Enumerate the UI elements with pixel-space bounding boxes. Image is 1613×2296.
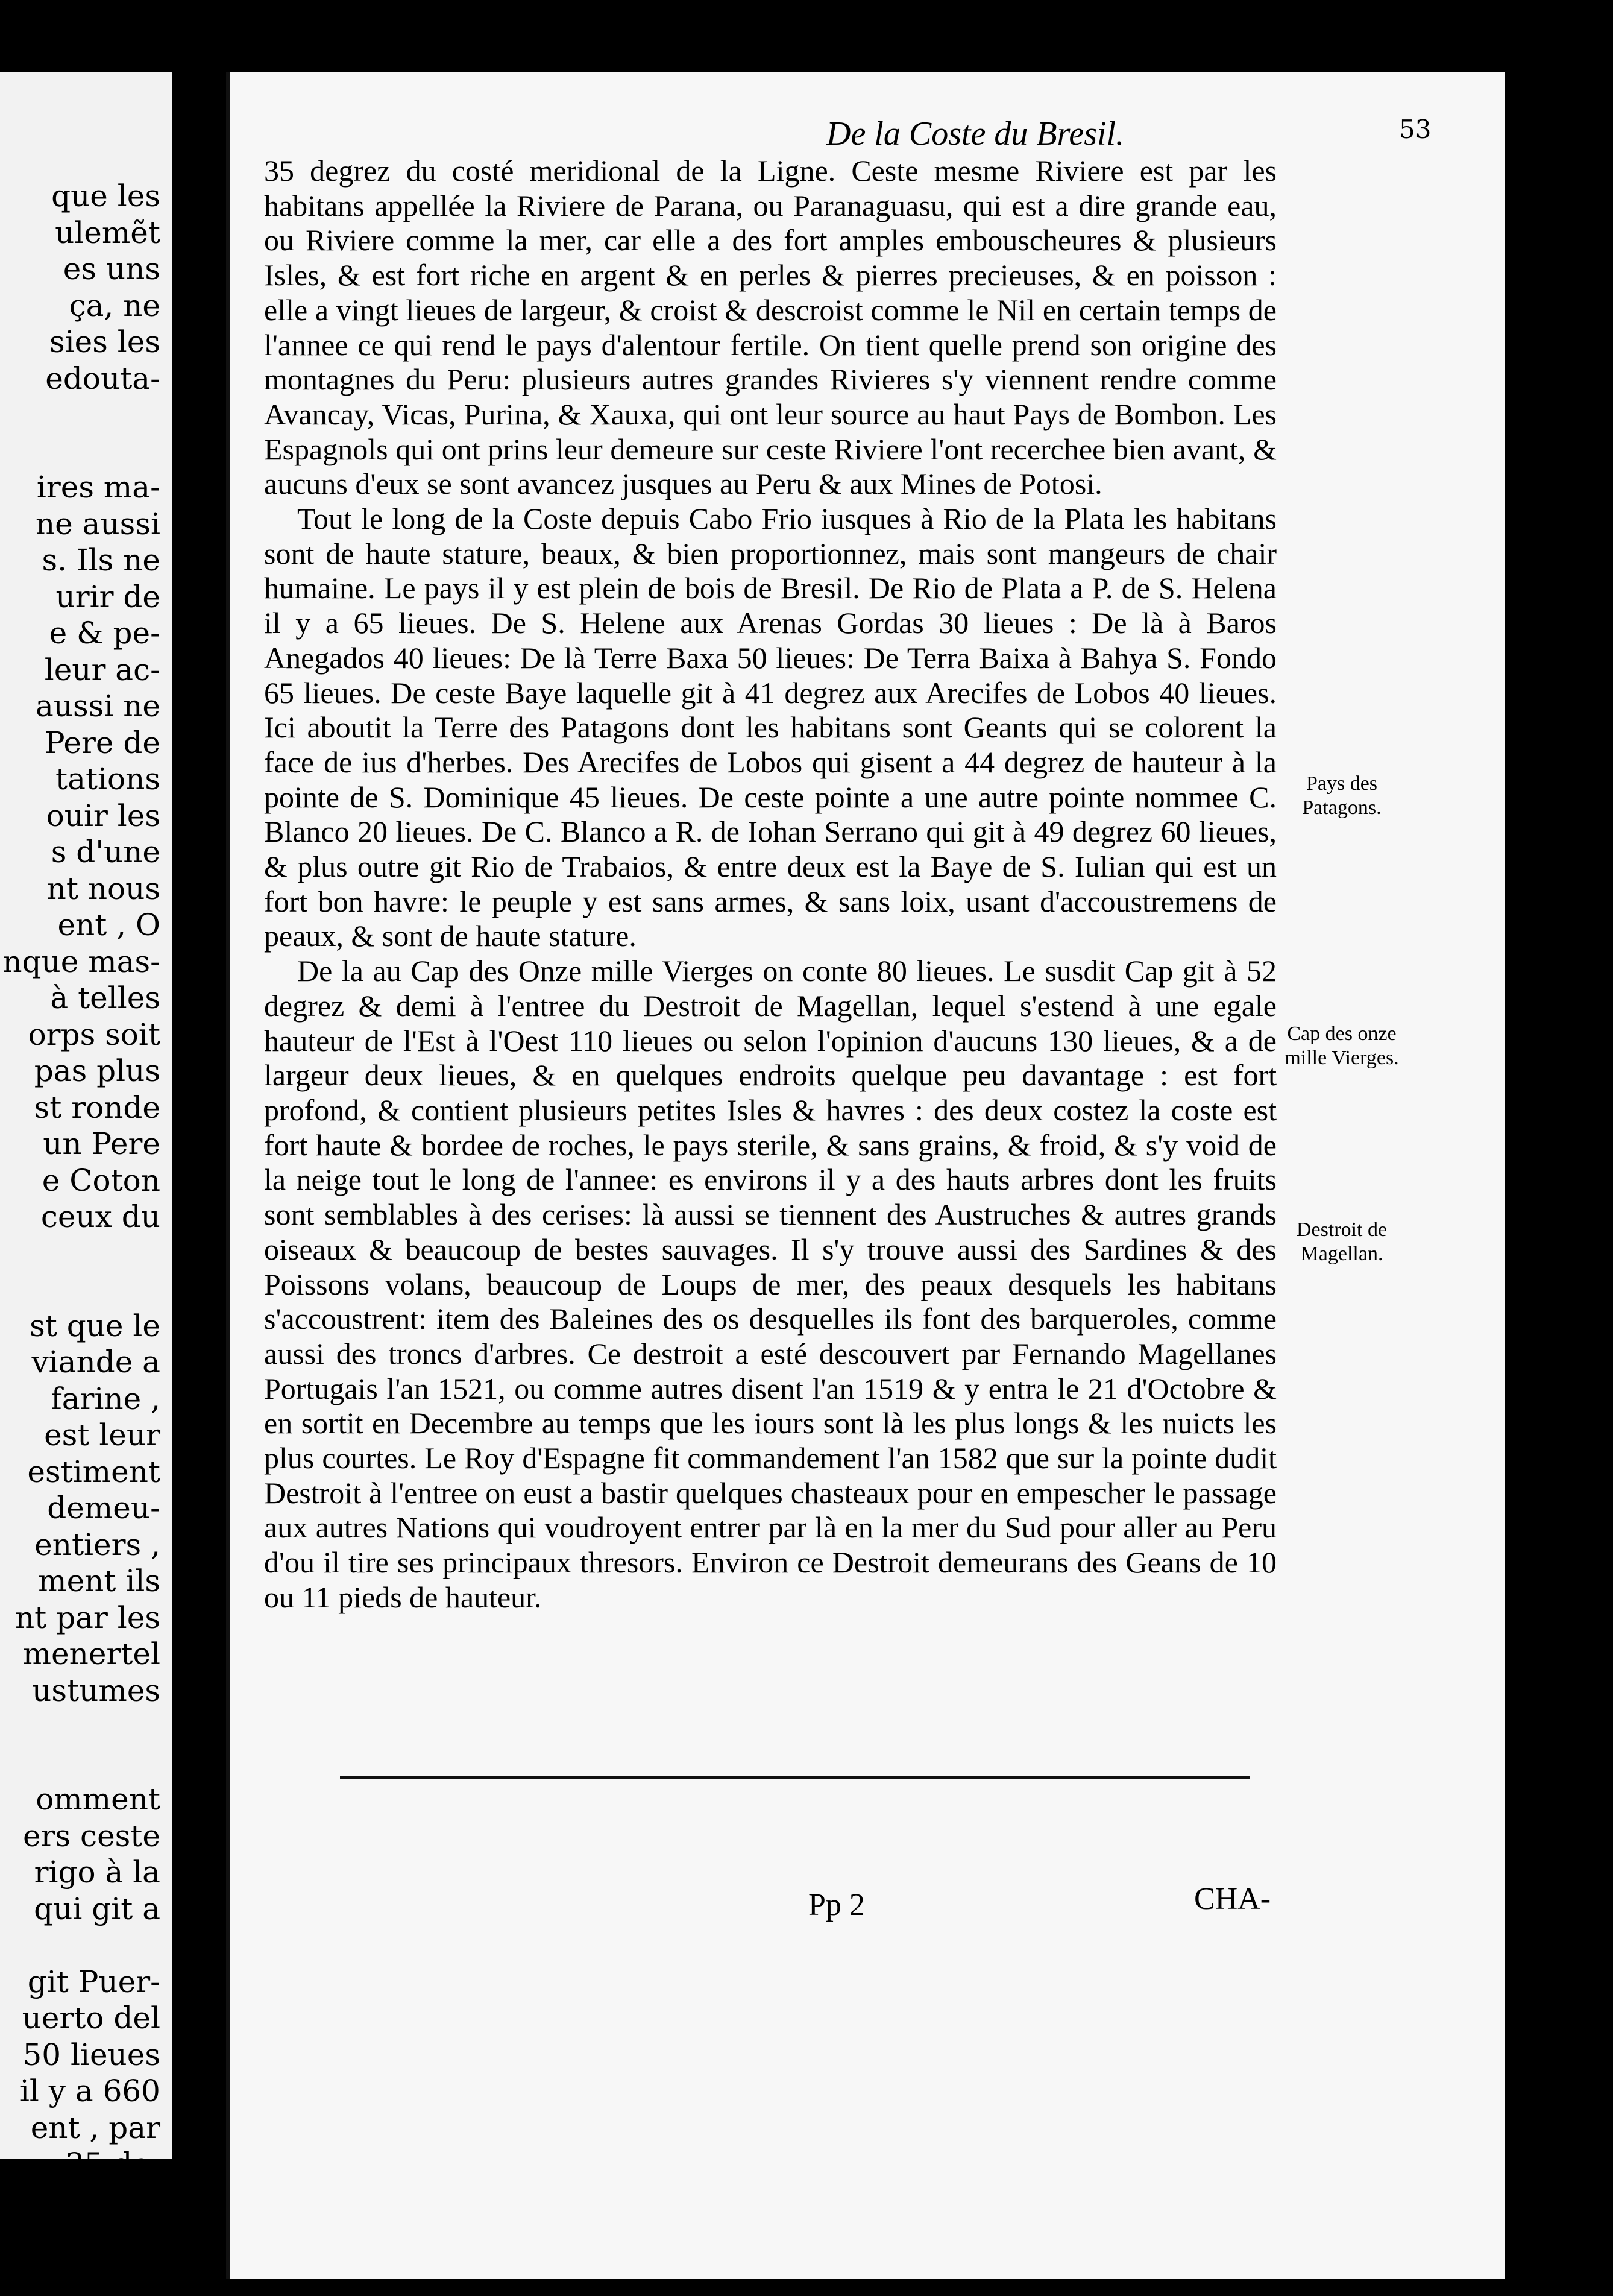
page-number: 53: [1399, 115, 1432, 144]
horizontal-rule: [340, 1776, 1250, 1779]
left-line-mid: leur ac-: [44, 652, 160, 687]
left-line-top: es uns: [63, 251, 160, 286]
left-line-mid2: farine ,: [51, 1381, 160, 1416]
left-line-bottom: uerto del: [22, 2001, 160, 2036]
left-line-top: ulemẽt: [55, 215, 160, 250]
left-line-mid: ne aussi: [35, 506, 160, 541]
left-line-bottom: ers ceste: [23, 1818, 160, 1853]
left-line-mid: ceux du: [40, 1199, 160, 1234]
left-line-mid: s d'une: [51, 834, 160, 869]
left-line-mid: Pere de: [45, 725, 160, 760]
paragraph-parana: 35 degrez du costé meridional de la Ligne. Ceste mesme Riviere est par les habitans appellée la Riviere de Parana, ou Paranaguasu, qui est a dire grande eau, ou Riviere comme la mer, car elle a des fort amples embouscheures & plusieurs Isles, & est fort riche en argent & en perles & pierres precieuses, & en poisson : elle a vingt lieues de largeur, & croist & descroist comme le Nil en certain temps de l'annee ce qui rend le pays d'alentour fertile. On tient quelle prend son origine des montagnes du Peru: plusieurs autres grandes Rivieres s'y viennent rendre comme Avancay, Vicas, Purina, & Xauxa, qui ont leur source au haut Pays de Bombon. Les Espagnols qui ont prins leur demeure sur ceste Riviere l'ont recerchee bien avant, & aucuns d'eux se sont avancez jusques au Peru & aux Mines de Potosi.: [264, 154, 1277, 501]
left-line-top: edouta-: [45, 361, 160, 396]
left-line-bottom: ent , par: [30, 2110, 160, 2145]
left-line-bottom: omment: [36, 1782, 160, 1817]
left-line-mid: nque mas-: [2, 944, 160, 979]
left-line-mid: e Coton: [42, 1162, 160, 1198]
left-line-top: que les: [51, 178, 160, 213]
left-line-bottom: git Puer-: [27, 1964, 160, 1999]
paragraph-magellan: De la au Cap des Onze mille Vierges on conte 80 lieues. Le susdit Cap git à 52 degrez & demi à l'entree du Destroit de Magellan, lequel s'estend à une egale hauteur de l'Est à l'Oest 110 lieues ou selon l'opinion d'aucuns 130 lieues, & a de largeur deux lieues, & en quelques endroits quelque peu davantage : est fort profond, & contient plusieurs petites Isles & havres : des deux costez la coste est fort haute & bordee de roches, le pays sterile, & sans grains, & froid, & s'y void de la neige tout le long de l'annee: es environs il y a des hauts arbres dont les fruits sont semblables à des cerises: là aussi se tiennent des Austruches & autres grands oiseaux & beaucoup de bestes sauvages. Il s'y trouve aussi des Sardines & des Poissons volans, beaucoup de Loups de mer, des peaux desquels les habitans s'accoustrent: item des Baleines des os desquelles ils font des barqueroles, comme aussi des troncs d'arbres. Ce destroit a esté descouvert par Fernando Magellanes Portugais l'an 1521, ou comme autres disent l'an 1519 & y entra le 21 d'Octobre & en sortit en Decembre au temps que les iours sont là les plus longs & les nuicts les plus courtes. Le Roy d'Espagne fit commandement l'an 1582 que sur la pointe dudit Destroit à l'entree on eust a bastir quelques chasteaux pour en empescher le passage aux autres Nations qui voudroyent entrer par là en la mer du Sud pour aller au Peru d'ou il tire ses principaux thresors. Environ ce Destroit demeurans des Geans de 10 ou 11 pieds de hauteur.: [264, 954, 1277, 1614]
left-line-mid: e & pe-: [49, 616, 160, 651]
left-page-text: [0, 178, 160, 2183]
left-page-fragment: [0, 72, 172, 2181]
left-line-mid: urir de: [55, 579, 160, 614]
left-gap: [0, 1235, 160, 1308]
left-line-bottom: [0, 1927, 160, 1964]
left-line-mid2: demeu-: [47, 1490, 160, 1525]
left-line-mid2: est leur: [44, 1418, 160, 1452]
left-line-mid2: entiers ,: [34, 1527, 160, 1562]
left-line-mid: ent , O: [57, 907, 160, 942]
left-line-mid: pas plus: [34, 1053, 160, 1088]
main-text: [264, 154, 1277, 1615]
left-line-bottom: il y a 660: [19, 2074, 160, 2108]
paragraph-coast: Tout le long de la Coste depuis Cabo Frio iusques à Rio de la Plata les habitans sont de haute stature, beaux, & bien proportionnez, mais sont mangeurs de chair humaine. Le pays il y est plein de bois de Bresil. De Rio de Plata a P. de S. Helena il y a 65 lieues. De S. Helene aux Arenas Gordas 30 lieues : De là à Baros Anegados 40 lieues: De là Terre Baxa 50 lieues: De Terra Baixa à Bahya S. Fondo 65 lieues. De ceste Baye laquelle git à 41 degrez aux Arecifes de Lobos 40 lieues. Ici aboutit la Terre des Patagons dont les habitans sont Geants qui se colorent la face de ius d'herbes. Des Arecifes de Lobos qui gisent a 44 degrez de hauteur à la pointe de S. Dominique 45 lieues. De ceste pointe a une autre pointe nommee C. Blanco 20 lieues. De C. Blanco a R. de Iohan Serrano qui git à 49 degrez 60 lieues, & plus outre git Rio de Trabaios, & entre deux est la Baye de S. Iulian qui est un fort bon havre: le peuple y est sans armes, & sans loix, usant d'accoustremens de peaux, & sont de haute stature.: [264, 502, 1277, 953]
left-line-mid: s. Ils ne: [42, 543, 160, 578]
left-line-mid: orps soit: [28, 1017, 160, 1052]
left-line-mid: à telles: [50, 980, 160, 1015]
left-line-mid2: ustumes: [32, 1673, 160, 1708]
margin-note-destroit: Destroit de Magellan.: [1296, 1219, 1388, 1265]
left-line-mid: ouir les: [46, 798, 160, 833]
left-line-mid2: nt par les: [14, 1600, 160, 1635]
left-line-bottom: 35 de-: [64, 2146, 160, 2181]
left-line-mid: ires ma-: [36, 470, 160, 505]
left-gap: [0, 1709, 160, 1781]
left-line-mid: nt nous: [46, 871, 160, 906]
left-line-mid2: menertel: [22, 1636, 160, 1671]
left-line-mid: aussi ne: [35, 689, 160, 724]
left-gap: [0, 397, 160, 469]
margin-note-patagons: Pays des Patagons.: [1302, 772, 1382, 819]
margin-note-cap-vierges: Cap des onze mille Vierges.: [1284, 1023, 1399, 1069]
left-line-mid: tations: [55, 762, 160, 796]
running-head: De la Coste du Bresil.: [826, 115, 1125, 153]
right-page: [226, 72, 1505, 2279]
left-line-mid2: st que le: [30, 1308, 160, 1343]
left-line-mid2: estiment: [27, 1454, 160, 1489]
left-line-bottom: rigo à la: [34, 1855, 160, 1890]
catchword: CHA-: [1194, 1882, 1271, 1916]
left-line-bottom: qui git a: [34, 1891, 160, 1926]
left-line-mid2: ment ils: [38, 1563, 160, 1598]
left-line-bottom: 50 lieues: [22, 2037, 160, 2072]
left-line-top: ça, ne: [69, 288, 160, 323]
left-line-mid: un Pere: [43, 1126, 160, 1161]
left-line-mid: st ronde: [34, 1090, 160, 1125]
left-line-top: sies les: [49, 324, 160, 359]
left-line-mid2: viande a: [31, 1345, 160, 1380]
signature-mark: Pp 2: [808, 1888, 865, 1922]
